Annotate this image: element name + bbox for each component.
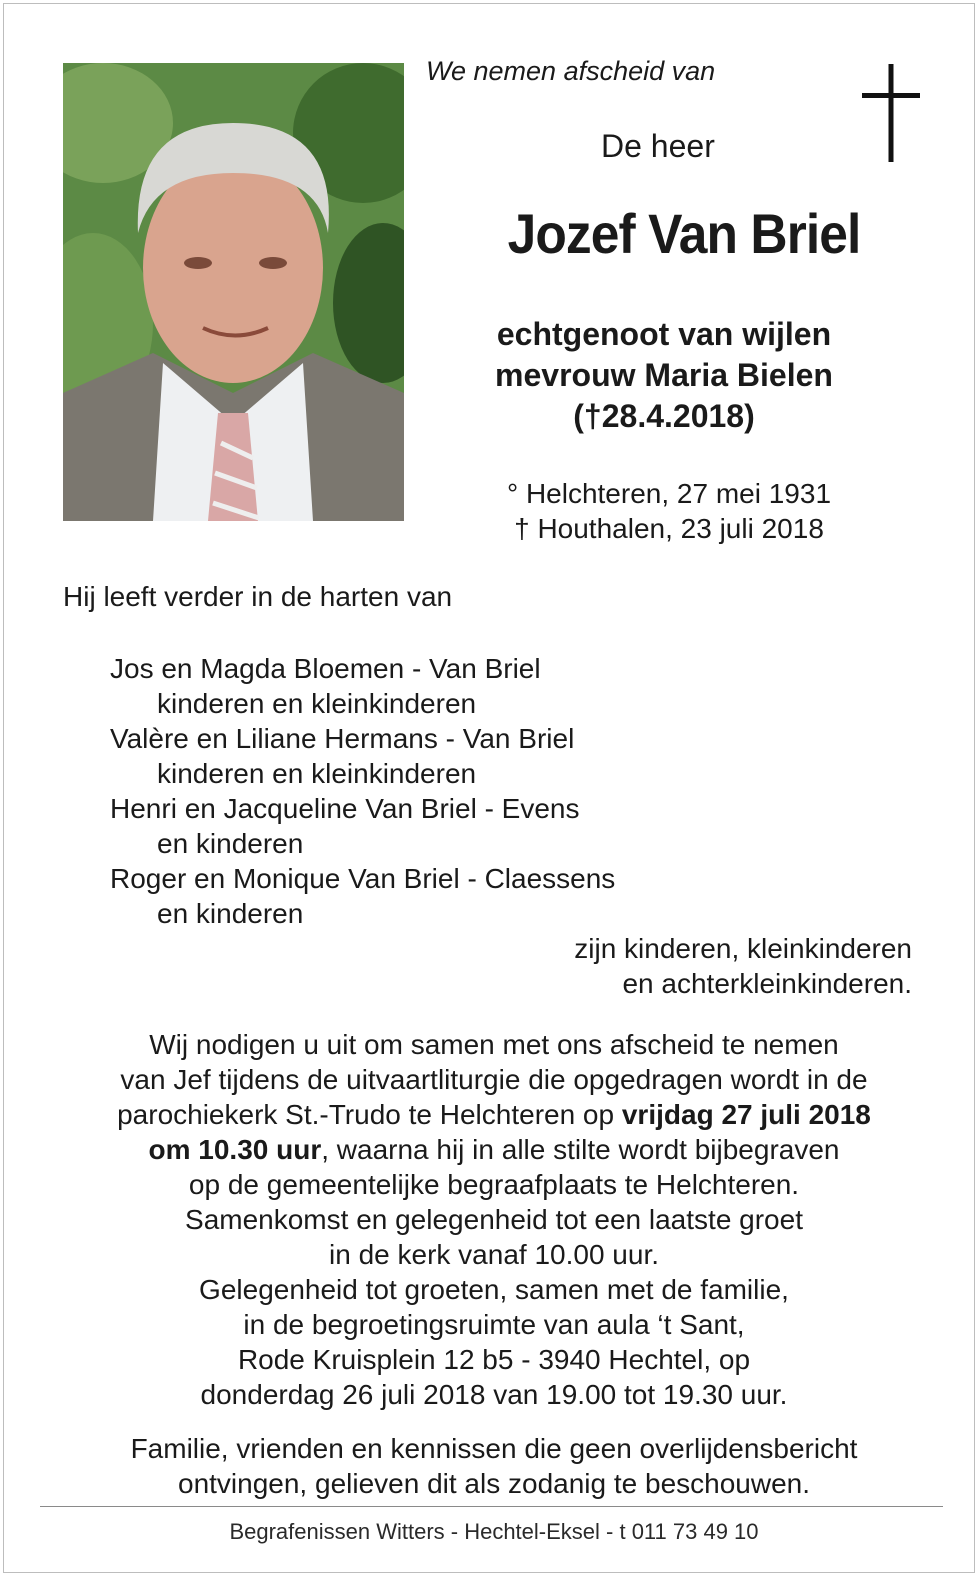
closing-line: en achterkleinkinderen. (622, 968, 912, 999)
family-couple: Roger en Monique Van Briel - Claessens (110, 863, 616, 894)
closing-lines (574, 931, 912, 1001)
invitation-line: donderdag 26 juli 2018 van 19.00 tot 19.30 uur. (200, 1379, 788, 1410)
spouse-line: (†28.4.2018) (573, 398, 755, 434)
life-dates (464, 476, 874, 546)
spouse-line: mevrouw Maria Bielen (495, 357, 833, 393)
family-children: en kinderen (157, 898, 304, 929)
invitation-line: op de gemeentelijke begraafplaats te Helchteren. (188, 1169, 800, 1200)
honorific: De heer (601, 128, 715, 164)
family-children: kinderen en kleinkinderen (157, 758, 477, 789)
invitation-line: Gelegenheid tot groeten, samen met de familie, (199, 1274, 789, 1305)
divider (40, 1506, 943, 1507)
birth-date: ° Helchteren, 27 mei 1931 (506, 478, 832, 509)
family-children: en kinderen (157, 828, 304, 859)
family-couple: Valère en Liliane Hermans - Van Briel (110, 723, 575, 754)
invitation-line (44, 1132, 944, 1167)
family-children: kinderen en kleinkinderen (157, 688, 477, 719)
invitation-line (44, 1097, 944, 1132)
invitation-line: van Jef tijdens de uitvaartliturgie die opgedragen wordt in de (120, 1064, 868, 1095)
closing-line: zijn kinderen, kleinkinderen (574, 933, 912, 964)
intro-text: We nemen afscheid van (426, 56, 716, 86)
invitation-line: in de begroetingsruimte van aula ‘t Sant, (243, 1309, 745, 1340)
deceased-name: Jozef Van Briel (507, 202, 861, 265)
cross-icon (862, 64, 920, 162)
family-couple: Jos en Magda Bloemen - Van Briel (110, 653, 541, 684)
family-couple: Henri en Jacqueline Van Briel - Evens (110, 793, 580, 824)
funeral-date: vrijdag 27 juli 2018 (621, 1099, 871, 1130)
invitation-line: Rode Kruisplein 12 b5 - 3940 Hechtel, op (237, 1344, 751, 1375)
funeral-time: om 10.30 uur (148, 1134, 322, 1165)
invitation-line: in de kerk vanaf 10.00 uur. (329, 1239, 659, 1270)
spouse-block (444, 314, 884, 437)
portrait-photo (63, 63, 404, 521)
invitation-line: Samenkomst en gelegenheid tot een laatste groet (185, 1204, 803, 1235)
invitation-text: parochiekerk St.-Trudo te Helchteren op (117, 1099, 622, 1130)
invitation-line: Wij nodigen u uit om samen met ons afscheid te nemen (149, 1029, 839, 1060)
obituary-card (3, 3, 975, 1573)
spouse-line: echtgenoot van wijlen (496, 316, 832, 352)
funeral-invitation (44, 1027, 944, 1412)
notice-line: ontvingen, gelieven dit als zodanig te beschouwen. (178, 1468, 810, 1499)
notice-line: Familie, vrienden en kennissen die geen overlijdensbericht (130, 1433, 858, 1464)
funeral-home-footer: Begrafenissen Witters - Hechtel-Eksel - t 011 73 49 10 (229, 1519, 759, 1544)
invitation-text: , waarna hij in alle stilte wordt bijbegraven (321, 1134, 840, 1165)
notice-text (44, 1431, 944, 1501)
death-date: † Houthalen, 23 juli 2018 (514, 513, 824, 544)
lives-on-text: Hij leeft verder in de harten van (63, 581, 453, 612)
family-list (110, 651, 615, 931)
